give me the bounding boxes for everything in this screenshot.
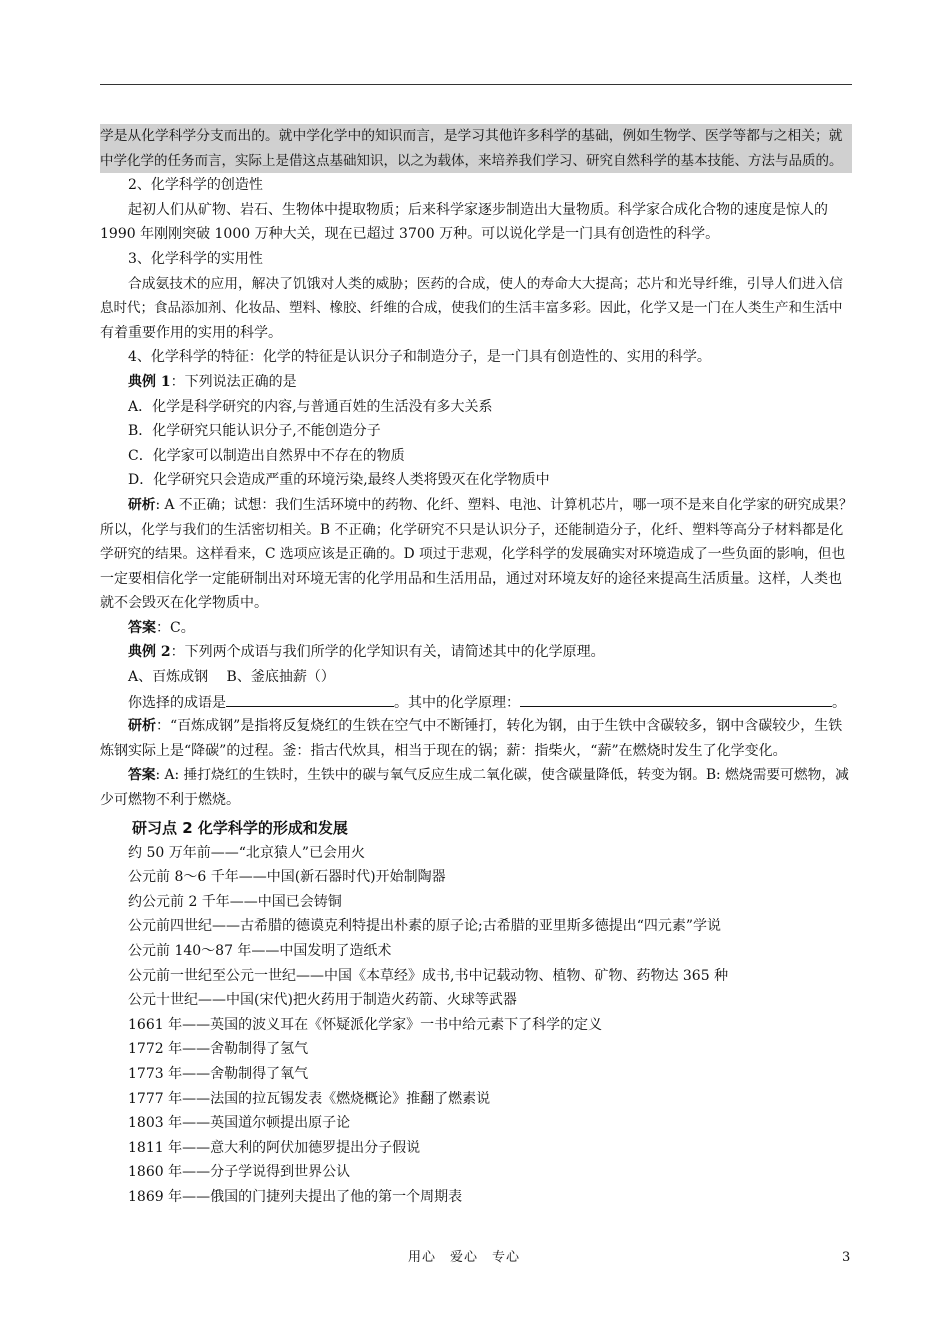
example2-fill-line <box>100 690 852 715</box>
example1-analysis-cont-3: 一定要相信化学一定能研制出对环境无害的化学用品和生活用品，通过对环境友好的途径来提高生活质量。这样，人类也 <box>100 570 842 587</box>
example2-question <box>100 640 852 665</box>
practicality-line-1: 合成氨技术的应用，解决了饥饿对人类的威胁；医药的合成，使人的寿命大大提高；芯片和光导纤维，引导人们进入信 <box>128 275 844 292</box>
example2-analysis-cont: 炼钢实际上是“降碳”的过程。釜：指古代炊具，相当于现在的锅；薪：指柴火，“薪”在燃烧时发生了化学变化。 <box>100 742 787 759</box>
fill-end: 。 <box>832 694 846 711</box>
timeline-item: 公元前四世纪——古希腊的德谟克利特提出朴素的原子论;古希腊的亚里斯多德提出“四元素”学说 <box>128 918 722 935</box>
section-title-creativity: 2、化学科学的创造性 <box>128 177 263 194</box>
example1-label: 典例 1 <box>128 373 171 390</box>
example1-analysis-cont-4: 就不会毁灭在化学物质中。 <box>100 595 268 612</box>
answer-text: ：C。 <box>156 619 195 636</box>
footer-motto: 用心 爱心 专心 <box>408 1250 521 1265</box>
timeline-item: 约 50 万年前——“北京猿人”已会用火 <box>128 844 366 861</box>
example1-question-text: ：下列说法正确的是 <box>170 373 297 390</box>
header-rule <box>100 84 852 85</box>
principle-blank[interactable] <box>520 690 832 707</box>
example1-answer <box>100 616 852 641</box>
page-number: 3 <box>842 1250 851 1265</box>
analysis-label: 研析 <box>128 718 156 735</box>
practicality-line-2: 息时代；食品添加剂、化妆品、塑料、橡胶、纤维的合成，使我们的生活丰富多彩。因此，化学又是一门在人类生产和生活中 <box>100 300 843 317</box>
analysis-text: : A 不正确；试想：我们生活环境中的药物、化纤、塑料、电池、计算机芯片，哪一项不是来自化学家的研究成果？ <box>155 496 853 513</box>
characteristics-line: 4、化学科学的特征：化学的特征是认识分子和制造分子，是一门具有创造性的、实用的科学。 <box>128 349 711 366</box>
timeline-item: 1860 年——分子学说得到世界公认 <box>128 1164 351 1181</box>
creativity-line-1: 起初人们从矿物、岩石、生物体中提取物质；后来科学家逐步制造出大量物质。科学家合成化合物的速度是惊人的 <box>128 201 828 218</box>
page-footer <box>0 1248 950 1268</box>
example2-label: 典例 2 <box>128 644 171 661</box>
answer-text: : A: 捶打烧红的生铁时，生铁中的碳与氧气反应生成二氧化碳，使含碳量降低，转变为钢。B: 燃烧需要可燃物，减 <box>155 767 849 784</box>
analysis-text: ：“百炼成钢”是指将反复烧红的生铁在空气中不断锤打，转化为钢，由于生铁中含碳较多，钢中含碳较少，生铁 <box>156 718 843 735</box>
timeline-item: 1777 年——法国的拉瓦锡发表《燃烧概论》推翻了燃素说 <box>128 1090 491 1107</box>
answer-label: 答案 <box>128 767 156 784</box>
example1-analysis-cont-2: 学研究的结果。这样看来，C 选项应该是正确的。D 项过于悲观，化学科学的发展确实对环境造成了一些负面的影响，但也 <box>100 546 846 563</box>
practicality-line-3: 有着重要作用的实用的科学。 <box>100 324 282 341</box>
timeline-item: 1869 年——俄国的门捷列夫提出了他的第一个周期表 <box>128 1188 463 1205</box>
section-title-practicality: 3、化学科学的实用性 <box>128 250 263 267</box>
timeline-item: 公元十世纪——中国(宋代)把火药用于制造火药箭、火球等武器 <box>128 992 517 1009</box>
timeline-item: 公元前 140～87 年——中国发明了造纸术 <box>128 943 392 959</box>
timeline-item: 公元前 8～6 千年——中国(新石器时代)开始制陶器 <box>128 869 446 886</box>
timeline-item: 约公元前 2 千年——中国已会铸铜 <box>128 893 342 910</box>
creativity-line-2: 1990 年刚刚突破 1000 万种大关，现在已超过 3700 万种。可以说化学是一门具有创造性的科学。 <box>100 226 720 243</box>
fill-prefix: 你选择的成语是 <box>128 694 226 711</box>
section-heading: 研习点 2 化学科学的形成和发展 <box>132 818 348 837</box>
timeline-item: 1811 年——意大利的阿伏加德罗提出分子假说 <box>128 1139 421 1156</box>
intro-line-1: 学是从化学科学分支而出的。就中学化学中的知识而言，是学习其他许多科学的基础，例如生物学、医学等都与之相关；就 <box>100 124 852 149</box>
example1-option-b: B．化学研究只能认识分子,不能创造分子 <box>128 423 381 440</box>
example1-option-a: A．化学是科学研究的内容,与普通百姓的生活没有多大关系 <box>128 398 493 415</box>
example1-analysis-cont-1: 所以，化学与我们的生活密切相关。B 不正确；化学研究不只是认识分子，还能制造分子，化纤、塑料等高分子材料都是化 <box>100 521 844 538</box>
example2-answer-cont: 少可燃物不利于燃烧。 <box>100 792 240 809</box>
fill-middle: 。其中的化学原理： <box>394 694 520 711</box>
example2-question-text: ：下列两个成语与我们所学的化学知识有关，请简述其中的化学原理。 <box>170 644 605 661</box>
example1-question <box>100 370 852 395</box>
analysis-label: 研析 <box>128 496 156 513</box>
example2-options: A、百炼成钢 B、釜底抽薪（） <box>128 669 335 686</box>
example1-option-c: C．化学家可以制造出自然界中不存在的物质 <box>128 447 405 464</box>
intro-line-2: 中学化学的任务而言，实际上是借这点基础知识，以之为载体，来培养我们学习、研究自然科学的基本技能、方法与品质的。 <box>100 149 852 174</box>
timeline-item: 公元前一世纪至公元一世纪——中国《本草经》成书,书中记载动物、植物、矿物、药物达 365 种 <box>128 967 729 984</box>
document-body <box>100 124 852 1210</box>
timeline-item: 1772 年——舍勒制得了氢气 <box>128 1041 309 1058</box>
timeline-item: 1773 年——舍勒制得了氧气 <box>128 1065 309 1082</box>
example1-analysis <box>100 493 852 518</box>
example2-answer <box>100 763 852 788</box>
idiom-blank[interactable] <box>226 690 394 707</box>
answer-label: 答案 <box>128 619 156 636</box>
example2-analysis <box>100 714 852 739</box>
timeline-item: 1803 年——英国道尔顿提出原子论 <box>128 1115 351 1132</box>
example1-option-d: D．化学研究只会造成严重的环境污染,最终人类将毁灭在化学物质中 <box>128 472 550 489</box>
timeline-item: 1661 年——英国的波义耳在《怀疑派化学家》一书中给元素下了科学的定义 <box>128 1016 603 1033</box>
